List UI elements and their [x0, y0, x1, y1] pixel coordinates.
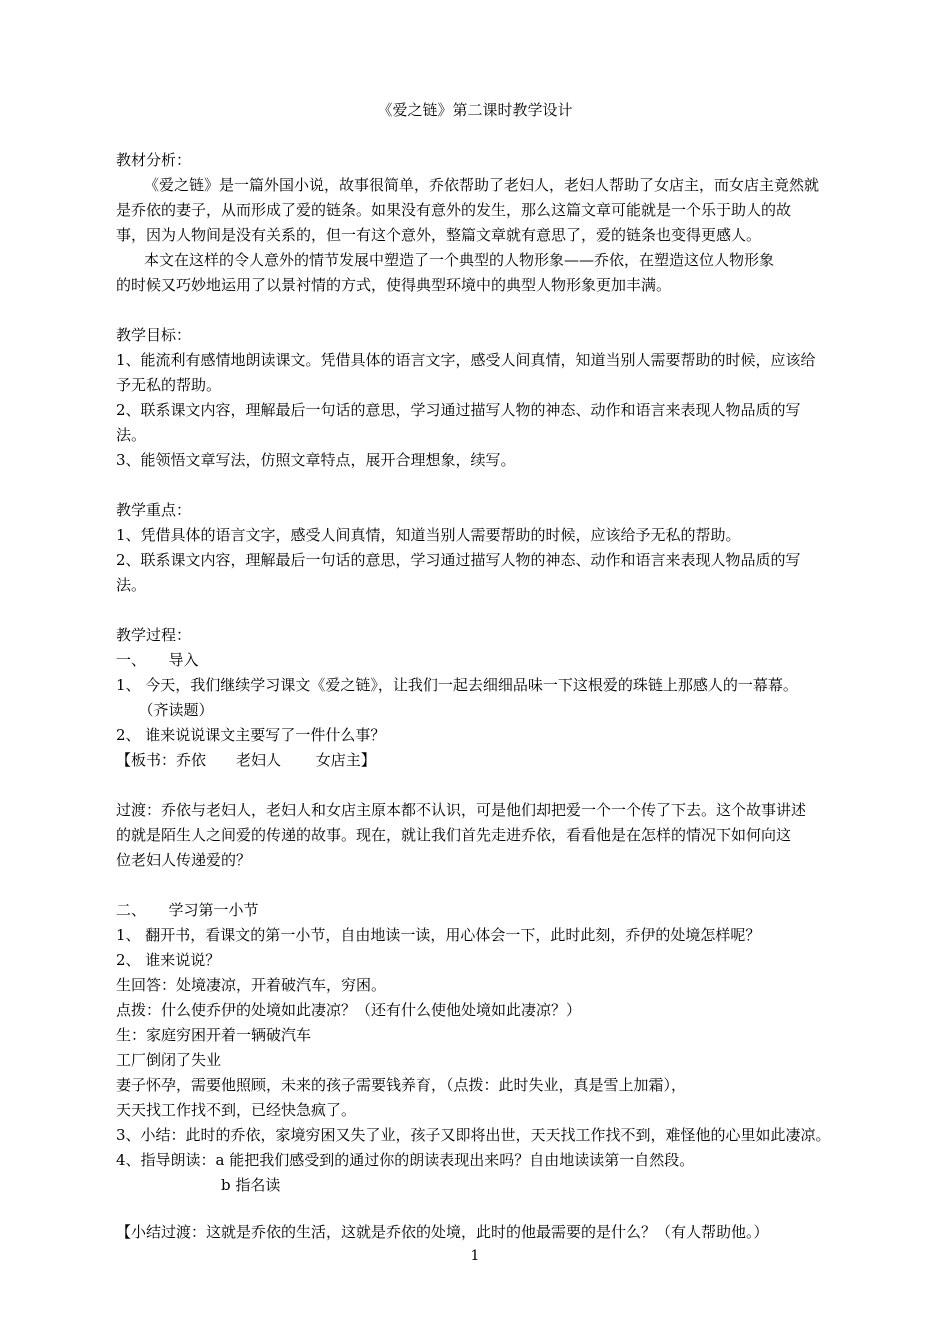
subsection-title: 一、 导入 — [116, 651, 199, 669]
paragraph-line: 是乔依的妻子，从而形成了爱的链条。如果没有意外的发生，那么这篇文章可能就是一个乐于助人的故 — [116, 201, 792, 219]
paragraph-line: 过渡：乔依与老妇人，老妇人和女店主原本都不认识，可是他们却把爱一个一个传了下去。这个故事讲述 — [116, 801, 807, 819]
list-item: 法。 — [116, 576, 147, 594]
paragraph-line: 《爱之链》是一篇外国小说，故事很简单，乔依帮助了老妇人，老妇人帮助了女店主，而女店主竟然就 — [144, 176, 820, 194]
list-item: 妻子怀孕，需要他照顾，未来的孩子需要钱养育，（点拨：此时失业，真是雪上加霜）， — [116, 1076, 687, 1094]
page-number: 1 — [470, 1248, 480, 1264]
section-heading-goals: 教学目标： — [116, 326, 192, 344]
list-item: 予无私的帮助。 — [116, 376, 222, 394]
paragraph-line: 的就是陌生人之间爱的传递的故事。现在，就让我们首先走进乔依，看看他是在怎样的情况下如何向这 — [116, 826, 792, 844]
paragraph-line: 本文在这样的令人意外的情节发展中塑造了一个典型的人物形象——乔依，在塑造这位人物形象 — [144, 251, 775, 269]
list-item: 天天找工作找不到，已经快急疯了。 — [116, 1101, 357, 1119]
list-item: 3、能领悟文章写法，仿照文章特点，展开合理想象，续写。 — [116, 451, 516, 469]
list-item: 1、能流利有感情地朗读课文。凭借具体的语言文字，感受人间真情，知道当别人需要帮助的时候，应该给 — [116, 351, 816, 369]
paragraph-line: 位老妇人传递爱的？ — [116, 851, 252, 869]
section-heading-process: 教学过程： — [116, 626, 192, 644]
list-item: 生回答：处境凄凉，开着破汽车，穷困。 — [116, 976, 387, 994]
list-item: 2、联系课文内容，理解最后一句话的意思，学习通过描写人物的神态、动作和语言来表现人物品质的写 — [116, 401, 801, 419]
list-item: 2、 谁来说说？ — [116, 951, 221, 969]
section-heading-analysis: 教材分析： — [116, 151, 192, 169]
list-item: 1、凭借具体的语言文字，感受人间真情，知道当别人需要帮助的时候，应该给予无私的帮助。 — [116, 526, 741, 544]
board-note: 【板书：乔依 老妇人 女店主】 — [116, 751, 376, 769]
list-item: 点拨：什么使乔伊的处境如此凄凉？（还有什么使他处境如此凄凉？） — [116, 1001, 582, 1019]
list-item: 4、指导朗读：a 能把我们感受到的通过你的朗读表现出来吗？自由地读读第一自然段。 — [116, 1151, 695, 1169]
list-item: 工厂倒闭了失业 — [116, 1051, 222, 1069]
list-item: 2、联系课文内容，理解最后一句话的意思，学习通过描写人物的神态、动作和语言来表现人物品质的写 — [116, 551, 801, 569]
list-item: 1、 翻开书，看课文的第一小节，自由地读一读，用心体会一下，此时此刻，乔伊的处境怎样呢？ — [116, 926, 761, 944]
list-item: 生：家庭穷困开着一辆破汽车 — [116, 1026, 312, 1044]
summary-note: 【小结过渡：这就是乔依的生活，这就是乔依的处境，此时的他最需要的是什么？（有人帮助他。） — [116, 1223, 769, 1241]
list-item: b 指名读 — [116, 1176, 281, 1194]
list-item: 3、小结：此时的乔依，家境穷困又失了业，孩子又即将出世，天天找工作找不到，难怪他的心里如此凄凉。 — [116, 1126, 831, 1144]
section-heading-focus: 教学重点： — [116, 501, 192, 519]
list-item: 1、 今天，我们继续学习课文《爱之链》，让我们一起去细细品味一下这根爱的珠链上那感人的一幕幕。 — [116, 676, 798, 694]
subsection-title: 二、 学习第一小节 — [116, 901, 259, 919]
list-item: 法。 — [116, 426, 147, 444]
paragraph-line: 的时候又巧妙地运用了以景衬情的方式，使得典型环境中的典型人物形象更加丰满。 — [116, 276, 672, 294]
document-title: 《爱之链》第二课时教学设计 — [377, 101, 573, 119]
list-item: 2、 谁来说说课文主要写了一件什么事？ — [116, 726, 386, 744]
paragraph-line: 事，因为人物间是没有关系的，但一有这个意外，整篇文章就有意思了，爱的链条也变得更感人。 — [116, 226, 762, 244]
list-item: （齐读题） — [116, 701, 214, 719]
